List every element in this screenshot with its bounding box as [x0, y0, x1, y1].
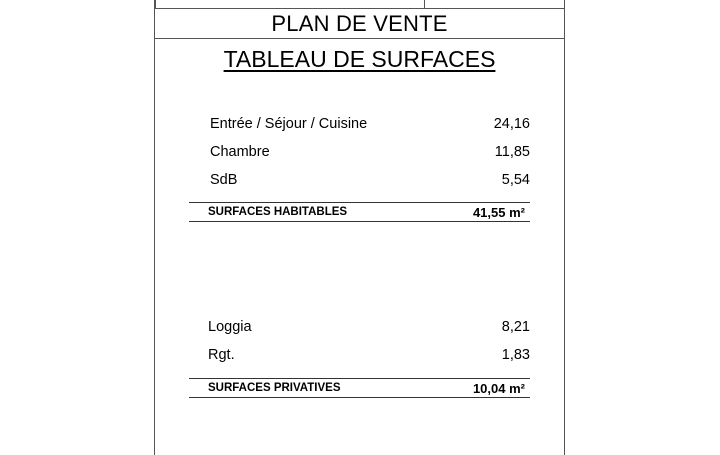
surface-label: SdB — [210, 172, 238, 188]
surface-row-chambre — [210, 141, 530, 163]
surface-row-rangement — [208, 344, 530, 366]
surface-label: Rgt. — [208, 347, 235, 363]
surface-value: 1,83 — [501, 347, 530, 363]
table-title: TABLEAU DE SURFACES — [223, 46, 496, 72]
total-habitable-value: 41,55 m² — [472, 204, 525, 220]
surface-value: 5,54 — [501, 172, 530, 188]
plan-header — [155, 8, 564, 39]
total-privative-label: SURFACES PRIVATIVES — [208, 382, 341, 394]
top-border-divider — [424, 0, 425, 8]
top-border-segment — [155, 0, 156, 8]
total-privative-value: 10,04 m² — [472, 380, 525, 396]
surface-label: Chambre — [210, 144, 270, 160]
total-habitable-label: SURFACES HABITABLES — [208, 206, 348, 218]
plan-title: PLAN DE VENTE — [271, 10, 448, 36]
surface-value: 8,21 — [501, 319, 530, 335]
surface-value: 11,85 — [494, 144, 530, 160]
surface-value: 24,16 — [493, 116, 530, 132]
total-habitable-row — [189, 202, 530, 222]
surface-row-loggia — [208, 316, 530, 338]
surface-row-sdb — [210, 169, 530, 191]
document-frame — [154, 0, 565, 455]
surface-label: Loggia — [208, 319, 252, 335]
surface-row-sejour — [210, 113, 530, 135]
surface-label: Entrée / Séjour / Cuisine — [210, 116, 368, 132]
total-privative-row — [189, 378, 530, 398]
